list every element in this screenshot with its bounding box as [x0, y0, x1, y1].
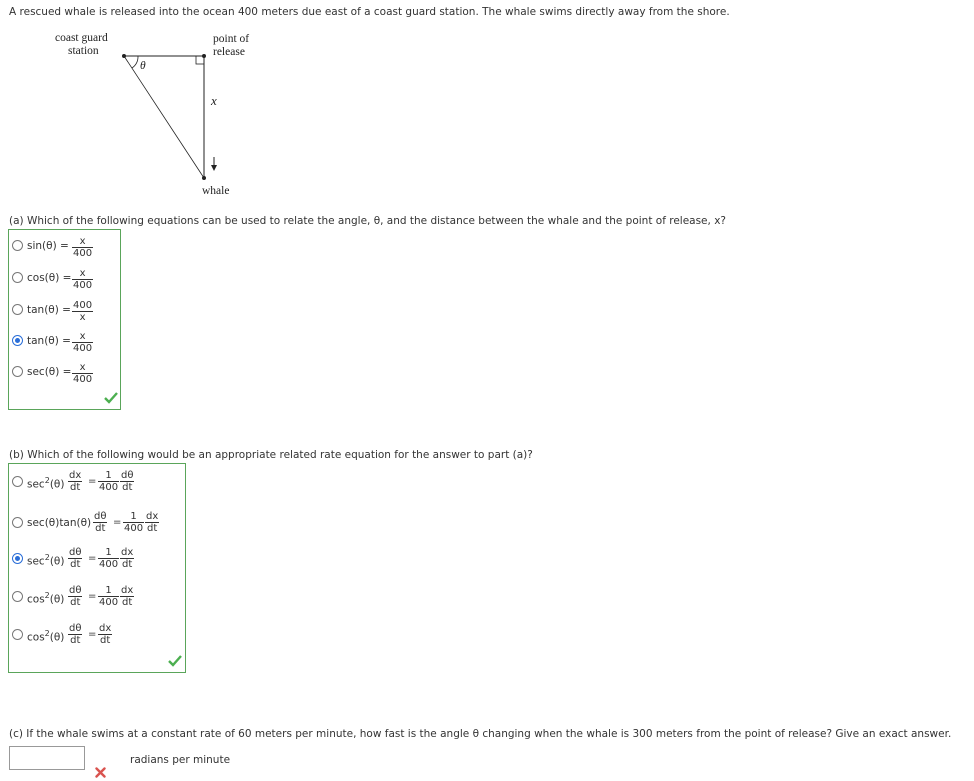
lhs-exponent: 2 [44, 553, 50, 562]
option-lhs [27, 553, 64, 568]
lhs-derivative [68, 623, 82, 646]
x-label: x [211, 93, 217, 108]
option-fraction-numerator: x [79, 236, 86, 247]
incorrect-x-icon [95, 767, 106, 778]
lhs-derivative-numerator: dθ [69, 585, 82, 596]
rhs-derivative-denominator: dt [120, 481, 134, 493]
equals-sign: = [88, 629, 97, 640]
lhs-derivative-denominator: dt [68, 596, 82, 608]
option-fraction-numerator: x [79, 362, 86, 373]
lhs-function: sec(θ)tan(θ) [27, 517, 92, 529]
rhs-fraction-denominator: dt [99, 635, 111, 646]
option-lhs: tan(θ) = [27, 335, 71, 347]
radio-button[interactable] [12, 335, 23, 346]
release-label-line1: point of [213, 33, 250, 45]
equals-sign: = [88, 553, 97, 564]
lhs-derivative-denominator: dt [68, 634, 82, 646]
rhs-fraction-denominator: 400 [124, 523, 144, 534]
option-lhs: sec(θ) = [27, 366, 72, 378]
lhs-derivative-numerator: dθ [94, 511, 107, 522]
rhs-derivative-denominator: dt [121, 559, 133, 570]
part-b-option[interactable] [10, 508, 180, 540]
lhs-function: cos [27, 631, 45, 644]
station-point [122, 54, 126, 58]
correct-check-icon [168, 655, 182, 667]
rhs-derivative [120, 585, 134, 608]
lhs-derivative [68, 547, 82, 570]
rhs-derivative-numerator: dx [121, 547, 134, 558]
diagram [0, 0, 974, 210]
option-fraction-denominator: x [72, 311, 93, 323]
rhs-derivative [120, 470, 134, 493]
rhs-fraction-numerator: 1 [130, 511, 137, 522]
option-lhs [27, 591, 64, 606]
option-lhs [27, 517, 91, 529]
option-lhs [27, 476, 64, 491]
option-fraction [72, 362, 93, 385]
option-fraction-numerator: x [79, 268, 86, 279]
option-fraction-denominator: 400 [73, 248, 93, 259]
lhs-exponent: 2 [44, 476, 50, 485]
lhs-argument: (θ) [49, 593, 65, 606]
radio-button[interactable] [12, 629, 23, 640]
lhs-exponent: 2 [44, 591, 50, 600]
lhs-function: cos [27, 593, 45, 606]
radio-button[interactable] [12, 366, 23, 377]
rhs-fraction [98, 585, 119, 608]
lhs-argument: (θ) [49, 631, 65, 644]
part-b-question: (b) Which of the following would be an appropriate related rate equation for the answer to part (a)? [9, 449, 533, 461]
rhs-fraction-denominator: 400 [99, 482, 119, 493]
lhs-derivative-denominator: dt [93, 522, 107, 534]
radio-button[interactable] [12, 553, 23, 564]
part-a-option[interactable] [10, 296, 110, 324]
option-fraction-numerator: 400 [73, 300, 93, 311]
rhs-fraction-numerator: dx [99, 623, 112, 634]
part-b-option[interactable] [10, 620, 180, 652]
option-fraction-denominator: 400 [73, 374, 93, 385]
lhs-derivative-denominator: dt [69, 482, 81, 493]
option-fraction-denominator: 400 [73, 280, 93, 291]
radio-button[interactable] [12, 476, 23, 487]
angle-theta-label: θ [140, 60, 146, 72]
equals-sign: = [113, 517, 122, 528]
part-b-option[interactable] [10, 582, 180, 614]
hypotenuse-line [124, 56, 204, 178]
rhs-fraction [98, 547, 119, 570]
option-fraction [72, 300, 93, 323]
lhs-argument: (θ) [49, 555, 65, 568]
lhs-argument: (θ) [49, 478, 65, 491]
lhs-function: sec [27, 478, 45, 491]
radio-button[interactable] [12, 304, 23, 315]
rhs-fraction-denominator: 400 [99, 597, 119, 608]
rhs-fraction [98, 470, 119, 493]
lhs-derivative-denominator: dt [68, 558, 82, 570]
rhs-derivative-numerator: dx [146, 511, 159, 522]
lhs-derivative [68, 470, 82, 493]
equals-sign: = [88, 476, 97, 487]
part-c-units: radians per minute [130, 754, 231, 766]
rhs-derivative-denominator: dt [146, 523, 158, 534]
part-a-option[interactable] [10, 264, 110, 292]
radio-button[interactable] [12, 591, 23, 602]
lhs-derivative [93, 511, 107, 534]
rhs-fraction-numerator: 1 [105, 585, 112, 596]
part-a-option[interactable] [10, 327, 110, 355]
rhs-derivative-numerator: dx [121, 585, 134, 596]
equals-sign: = [88, 591, 97, 602]
release-label-line2: release [213, 46, 245, 58]
rhs-fraction-numerator: 1 [105, 547, 112, 558]
lhs-function: sec [27, 555, 45, 568]
rhs-derivative [145, 511, 159, 534]
whale-label: whale [202, 185, 230, 197]
down-arrow-icon [211, 165, 217, 171]
angle-arc [132, 56, 138, 68]
part-a-option[interactable] [10, 232, 110, 260]
whale-point [202, 176, 206, 180]
option-fraction [72, 331, 93, 354]
correct-check-icon [104, 392, 118, 404]
station-label-line2: station [68, 45, 99, 57]
lhs-derivative-numerator: dθ [69, 547, 82, 558]
triangle-diagram [110, 45, 230, 185]
option-lhs [27, 629, 64, 644]
rhs-derivative-numerator: dθ [121, 470, 134, 481]
lhs-derivative-numerator: dx [69, 470, 82, 481]
rhs-fraction-numerator: 1 [105, 470, 112, 481]
option-lhs: sin(θ) = [27, 240, 69, 252]
lhs-exponent: 2 [44, 629, 50, 638]
rhs-fraction [98, 623, 112, 646]
radio-button[interactable] [12, 517, 23, 528]
problem-intro: A rescued whale is released into the ocean 400 meters due east of a coast guard station. The whale swims directly away from the shore. [9, 6, 730, 18]
option-fraction-numerator: x [79, 331, 86, 342]
part-a-question: (a) Which of the following equations can be used to relate the angle, θ, and the distance between the whale and the point of release, x? [9, 215, 726, 227]
option-lhs: cos(θ) = [27, 272, 72, 284]
radio-button[interactable] [12, 240, 23, 251]
option-lhs: tan(θ) = [27, 304, 71, 316]
part-c-answer-input[interactable] [9, 746, 85, 770]
option-fraction [72, 268, 93, 291]
station-label-line1: coast guard [55, 32, 108, 44]
part-a-option[interactable] [10, 358, 110, 386]
rhs-fraction [123, 511, 144, 534]
lhs-derivative [68, 585, 82, 608]
part-c-question: (c) If the whale swims at a constant rate of 60 meters per minute, how fast is the angle θ changing when the whale is 300 meters from the point of release? Give an exact answer. [9, 728, 952, 740]
option-fraction [72, 236, 93, 259]
part-b-option[interactable] [10, 467, 180, 499]
part-b-option[interactable] [10, 544, 180, 576]
rhs-fraction-denominator: 400 [99, 559, 119, 570]
rhs-derivative-denominator: dt [121, 597, 133, 608]
lhs-derivative-numerator: dθ [69, 623, 82, 634]
rhs-derivative [120, 547, 134, 570]
option-fraction-denominator: 400 [73, 343, 93, 354]
radio-button[interactable] [12, 272, 23, 283]
